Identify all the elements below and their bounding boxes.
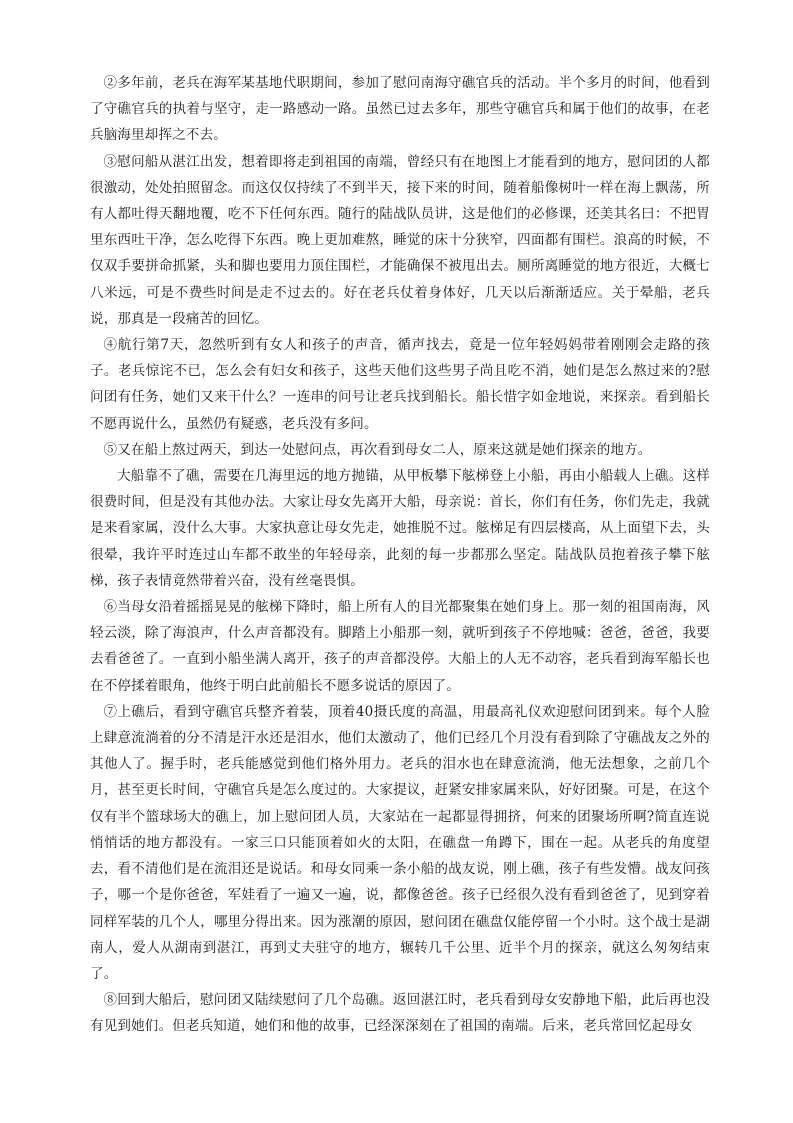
paragraph-7: ⑦上礁后，看到守礁官兵整齐着装，顶着40摄氏度的高温，用最高礼仪欢迎慰问团到来。每个人脸上肆意流淌着的分不清是汗水还是泪水，他们太激动了，他们已经几个月没有看到除了守礁战友之外的其他人了。握手时，老兵能感觉到他们格外用力。老兵的泪水也在肆意流淌，他无法想象，之前几个月，甚至更长时间，守礁官兵是怎么度过的。大家提议，赶紧安排家属来队，好好团聚。可是，在这个仅有半个篮球场大的礁上，加上慰问团人员，大家站在一起都显得拥挤，何来的团聚场所啊?简直连说悄悄话的地方都没有。一家三口只能顶着如火的太阳，在礁盘一角蹲下，围在一起。从老兵的角度望去，看不清他们是在流泪还是说话。和母女同乘一条小船的战友说，刚上礁，孩子有些发懵。战友问孩子，哪一个是你爸爸，军娃看了一遍又一遍，说，都像爸爸。孩子已经很久没有看到爸爸了，见到穿着同样军装的几个人，哪里分得出来。因为涨潮的原因，慰问团在礁盘仅能停留一个小时。这个战士是湖南人，爱人从湖南到湛江，再到丈夫驻守的地方，辗转几千公里、近半个月的探亲，就这么匆匆结束了。: [90, 703, 710, 982]
article-body: [90, 70, 710, 1040]
paragraph-5: ⑤又在船上熬过两天，到达一处慰问点，再次看到母女二人，原来这就是她们探亲的地方。: [103, 441, 652, 458]
paragraph-3: ③慰问船从湛江出发，想着即将走到祖国的南端，曾经只有在地图上才能看到的地方，慰问团的人都很激动，处处拍照留念。而这仅仅持续了不到半天，接下来的时间，随着船像树叶一样在海上飘荡，所有人都吐得天翻地覆，吃不下任何东西。随行的陆战队员讲，这是他们的必修课，还美其名曰：不把胃里东西吐干净，怎么吃得下东西。晚上更加难熬，睡觉的床十分狭窄，四面都有围栏。浪高的时候，不仅双手要拼命抓紧，头和脚也要用力顶住围栏，才能确保不被甩出去。厕所离睡觉的地方很近，大概七八米远，可是不费些时间是走不过去的。好在老兵仗着身体好，几天以后渐渐适应。关于晕船，老兵说，那真是一段痛苦的回忆。: [90, 153, 710, 327]
paragraph-5-continued: 大船靠不了礁，需要在几海里远的地方抛锚，从甲板攀下舷梯登上小船，再由小船载人上礁。这样很费时间，但是没有其他办法。大家让母女先离开大船，母亲说：首长，你们有任务，你们先走，我就是来看家属，没什么大事。大家执意让母女先走，她推脱不过。舷梯足有四层楼高，从上面望下去，头很晕，我许平时连过山车都不敢坐的年轻母亲，此刻的每一步都那么坚定。陆战队员抱着孩子攀下舷梯，孩子表情竟然带着兴奋，没有丝毫畏惧。: [90, 468, 710, 589]
paragraph-4: ④航行第7天，忽然听到有女人和孩子的声音，循声找去，竟是一位年轻妈妈带着刚刚会走路的孩子。老兵惊诧不已，怎么会有妇女和孩子，这些天他们这些男子尚且吃不消，她们是怎么熬过来的?慰问团有任务，她们又来干什么？一连串的问号让老兵找到船长。船长惜字如金地说，来探亲。看到船长不愿再说什么，虽然仍有疑惑，老兵没有多问。: [90, 337, 710, 432]
paragraph-2: ②多年前，老兵在海军某基地代职期间，参加了慰问南海守礁官兵的活动。半个多月的时间，他看到了守礁官兵的执着与坚守，走一路感动一路。虽然已过去多年，那些守礁官兵和属于他们的故事，在老兵脑海里却挥之不去。: [90, 75, 710, 144]
paragraph-8: ⑧回到大船后，慰问团又陆续慰问了几个岛礁。返回湛江时，老兵看到母女安静地下船，此后再也没有见到她们。但老兵知道，她们和他的故事，已经深深刻在了祖国的南端。后来，老兵常回忆起母女: [90, 992, 710, 1035]
paragraph-6: ⑥当母女沿着摇摇晃晃的舷梯下降时，船上所有人的目光都聚集在她们身上。那一刻的祖国南海，风轻云淡，除了海浪声，什么声音都没有。脚踏上小船那一刻，就听到孩子不停地喊：爸爸，爸爸，我要去看爸爸了。一直到小船坐满人离开，孩子的声音都没停。大船上的人无不动容，老兵看到海军船长也在不停揉着眼角，他终于明白此前船长不愿多说话的原因了。: [90, 599, 710, 694]
